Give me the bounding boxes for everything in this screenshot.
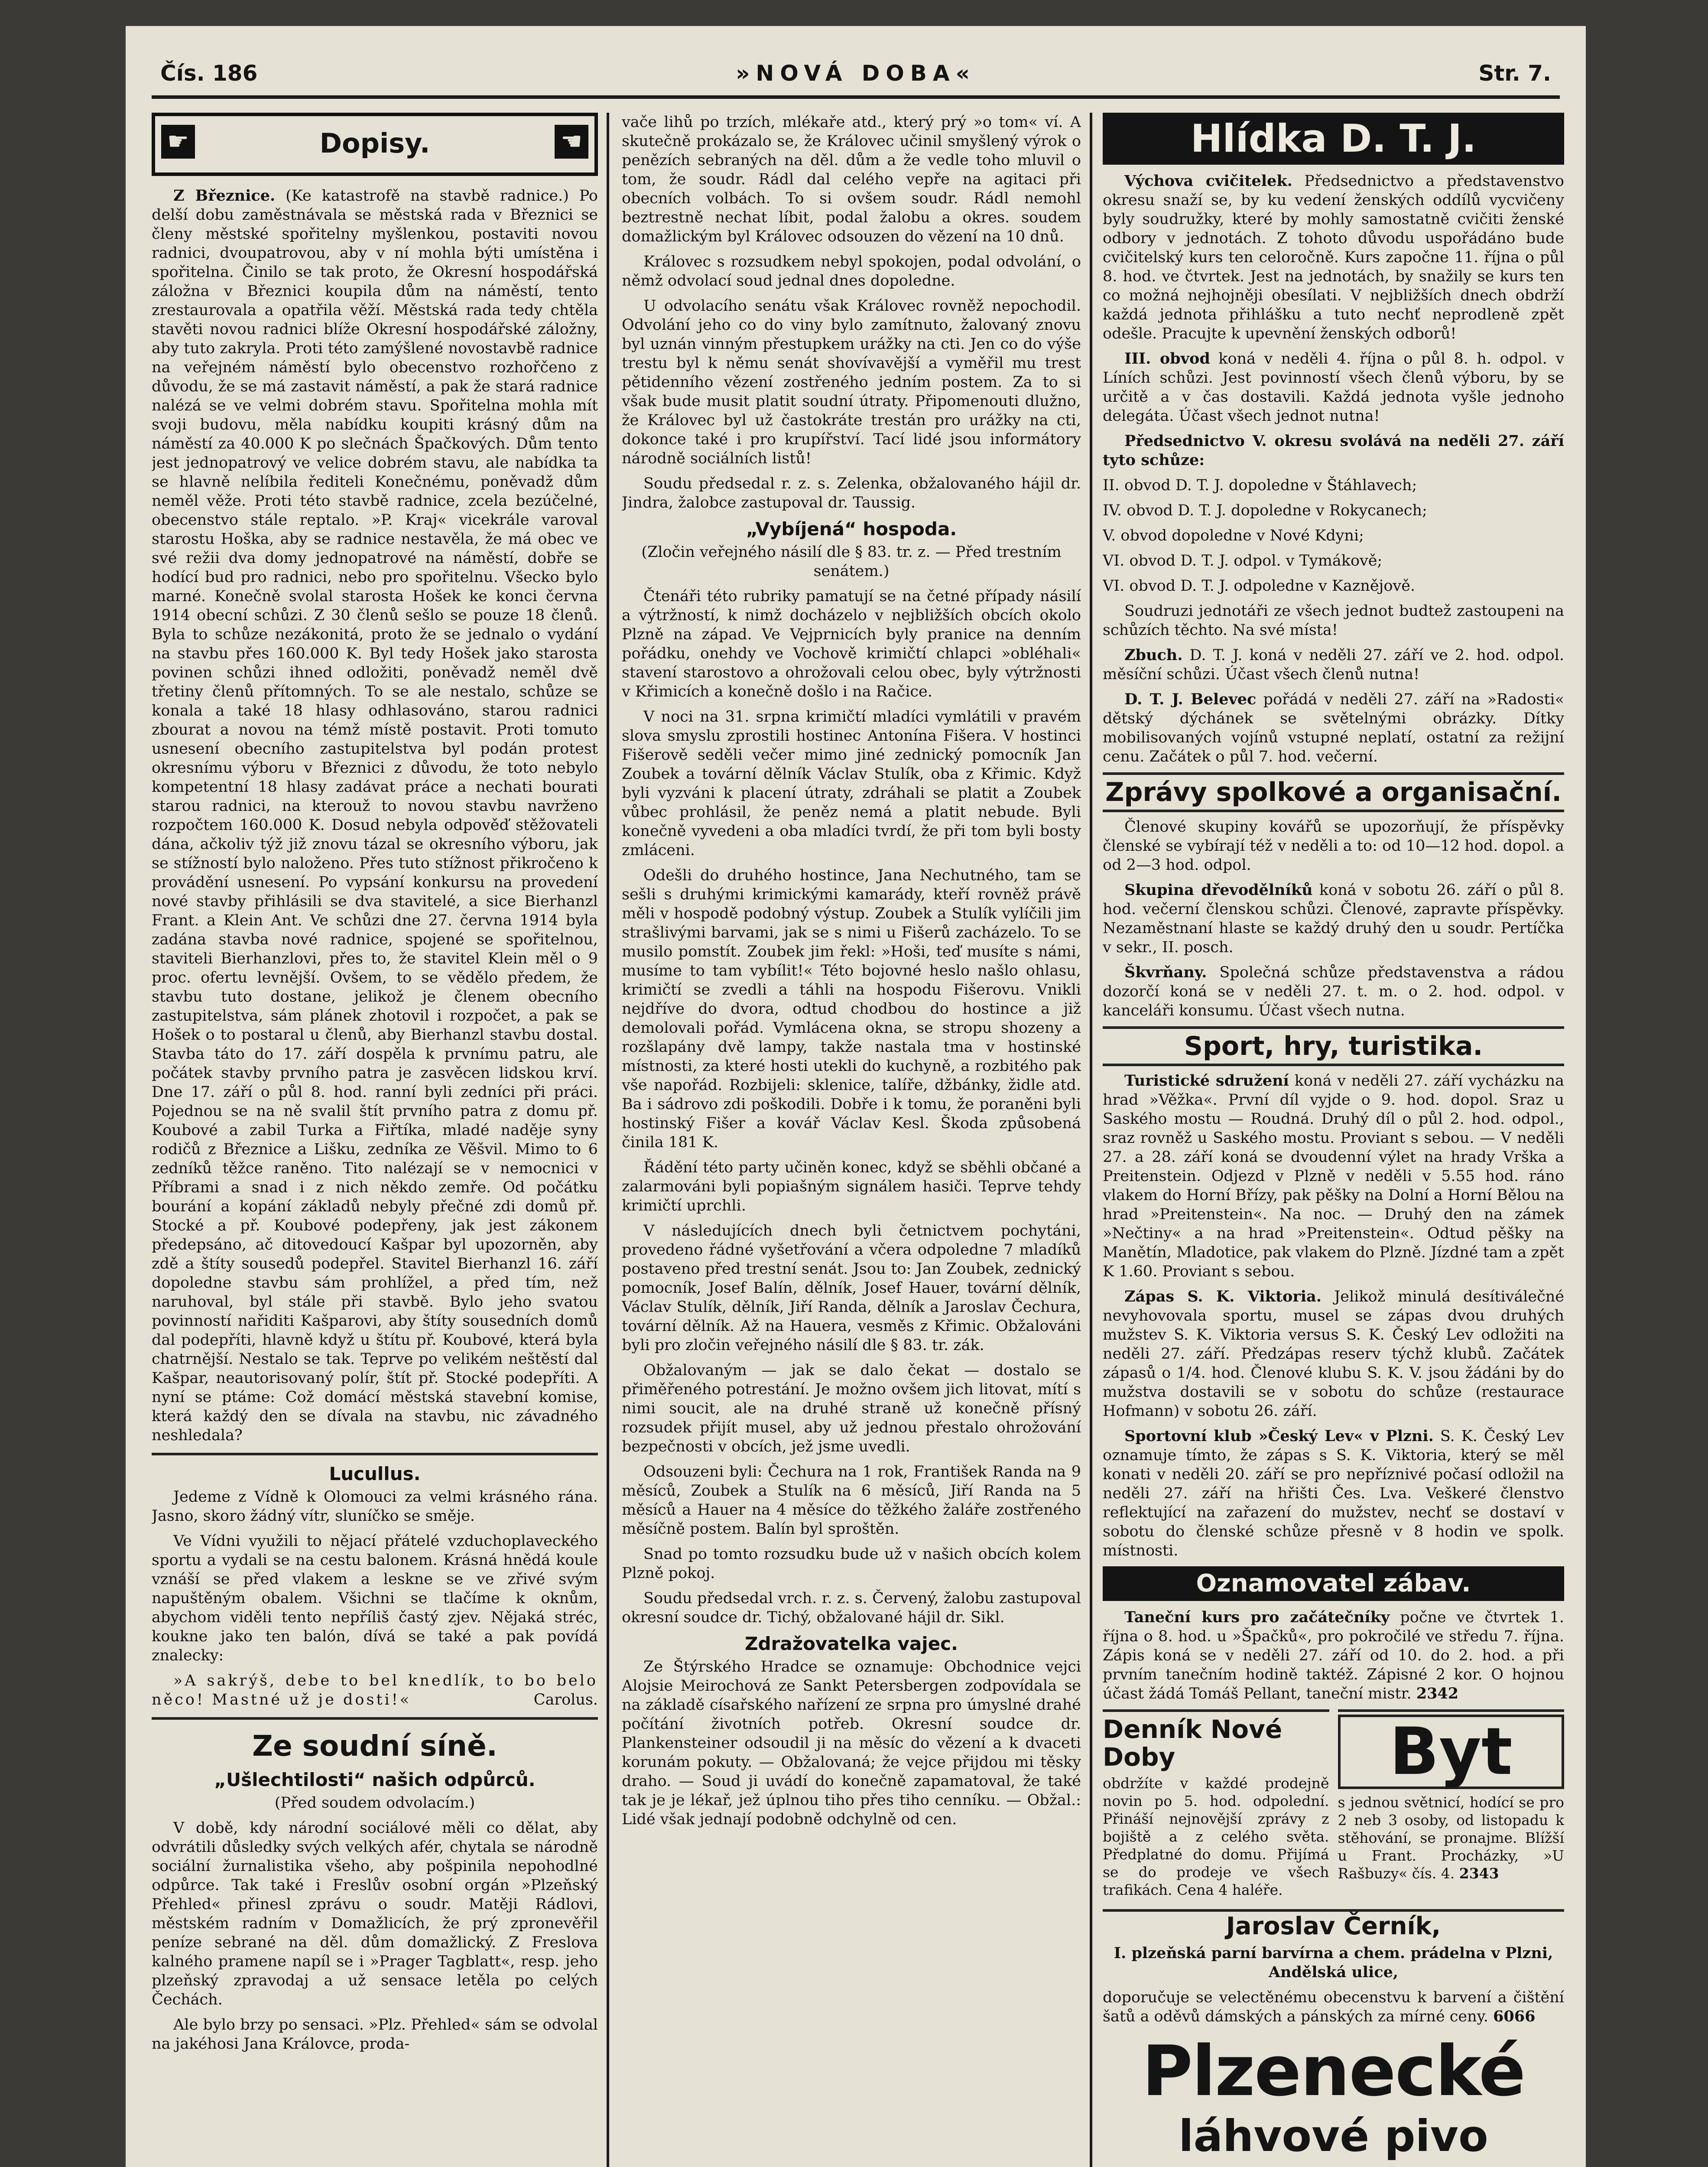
article-paragraph: »A sakrýš, debe to bel knedlík, to bo belo něco! Mastné už je dosti!« Carolus.	[152, 1672, 598, 1708]
advert-row	[1103, 1709, 1564, 1905]
article-subtitle: (Zločin veřejného násilí dle § 83. tr. z. — Před trestním senátem.)	[641, 543, 1062, 580]
article-paragraph: Obžalovaným — jak se dalo čekat — dostalo se přiměřeného potrestání. Je možno ovšem jich litovat, mítí s nimi soucit, ale na druhé straně už konečně přísný rozsudek přijít musel, aby už jednou přestalo ohrožování bezpečnosti v obcích, jež jsme uvedli.	[622, 1362, 1081, 1455]
hand-pointing-icon: ☚	[555, 125, 588, 159]
article-paragraph: Zápas S. K. Viktoria. Jelikož minulá desítiválečné nevyhovovala sportu, musel se zápas dvou druhých mužstev S. K. Viktoria versus S. K. Český Lev odložiti na neděli 27. září. Předzápas reserv týchž klubů. Začátek zápasů o 1/4. hod. Členové klubu S. K. V. jsou žádáni by do mužstva dostavili se v sobotu do schůze (restaurace Hofmann) v sobotu 26. září.	[1103, 1288, 1564, 1420]
article-paragraph: V následujících dnech byli četnictvem pochytáni, provedeno řádné vyšetřování a včera odpoledne 7 mladíků postaveno před trestní senát. Jsou to: Jan Zoubek, zednický pomocník, Josef Balín, dělník, Josef Hauer, tovární dělník, Václav Stulík, dělník, Jiří Randa, dělník a Jaroslav Čechura, tovární dělník. Až na Hauera, vesměs z Křimic. Obžalováni byli pro zločin veřejného násilí dle § 83. tr. zák.	[622, 1222, 1081, 1354]
hand-pointing-icon: ☛	[161, 125, 195, 159]
article-paragraph: Skupina dřevodělníků koná v sobotu 26. září o půl 8. hod. večerní členskou schůzi. Členové, zapravte příspěvky. Nezaměstnaní hlaste se každý druhý den u soudr. Pertíčka v sekr., II. posch.	[1103, 881, 1564, 956]
advert-title: Plzenecké	[1142, 2030, 1525, 2112]
divider	[152, 1717, 598, 1720]
advert-flat	[1338, 1709, 1565, 1905]
section-title: Zprávy spolkové a organisační.	[1103, 772, 1564, 812]
article-paragraph: Ve Vídni využili to nějací přátelé vzduchoplaveckého sportu a vydali se na cestu balonem. Krásná hnědá koule vznáší se před vlakem a leskne se ve zřivé svým napuštěným obalem. Všichni se tlačíme k oknům, abychom viděli tento nepříliš častý zjev. Nějaká stréc, koukne jako ten balón, dívá se také a pak povídá znalecky:	[152, 1533, 598, 1664]
issue-number: Čís. 186	[160, 61, 258, 86]
list-item: VI. obvod D. T. J. odpoledne v Kaznějově.	[1103, 577, 1416, 595]
list-item: II. obvod D. T. J. dopoledne v Štáhlavech;	[1103, 477, 1417, 494]
article-paragraph: Z Březnice. (Ke katastrofě na stavbě radnice.) Po delší dobu zaměstnávala se městská rada v Březnici se členy městské spořitelny myšlenkou, postaviti novou radnici, dvoupatrovou, aby v ní mohla býti umístěna i spořitelna. Činilo se tak proto, že Okresní hospodářská záložna v Březnici koupila dům na náměstí, tento zrestaurovala a opatřila věží. Městská rada tedy chtěla stavěti novou radnici blíže Okresní hospodářské záložny, aby tuto zakryla. Proti této zamýšlené novostavbě radnice na veřejném náměstí bylo obecenstvo rozhořčeno z důvodu, že se má zastavit náměstí, a pak že stará radnice nalézá se ve velmi dobrém stavu. Spořitelna mohla mít svoji budovu, měla nabídku koupiti krásný dům na náměstí za 40.000 K po slečnách Špačkových. Dům tento jest jednopatrový ve velice dobrém stavu, ale nabídka ta se hlavně nelíbila řediteli Konečnému, poněvadž dům neměl věže. Proti této stavbě radnice, zcela bezúčelné, obecenstvo stále reptalo. »P. Kraj« vicekrále varoval starostu Hoška, aby se radnice nestavěla, že má obec ve své režii dva domy jednopatrové na náměstí, dobře se hodící bud pro radnici, nebo pro spořitelnu. Všecko bylo marné. Konečně svolal starosta Hošek ke konci června 1914 obecní schůzi. Z 30 členů sešlo se pouze 18 členů. Byla to schůze nezákonitá, proto že se jednalo o vydání na stavbu přes 160.000 K. Byl tedy Hošek jako starosta povinen schůzi ihned odložiti, poněvadž neměl dvě třetiny členů přítomných. To se ale nestalo, schůze se konala a také 18 hlasy odhlasováno, starou radnici zbourat a novou na témž místě postavit. Proti tomuto usnesení obecního zastupitelstva byl podán protest okresnímu výboru v Březnici z důvodu, že toto nebylo kompetentní 18 hlasy zadávat práce a nechati bourati starou radnici, na kterouž to novou stavbu navrženo rozpočtem 160.000 K. Dosud nebyla odpověď stěžovateli dána, ačkoliv týž již znovu tázal se okresního výboru, jak se stížností bylo naloženo. Přes tuto stížnost přikročeno k provádění usnesení. Po vypsání konkursu na provedení nové stavby přihlásili se dva stavitelé, a sice Bierhanzl Frant. a Klein Ant. Ve schůzi dne 27. června 1914 byla zadána stavba nové radnice, spojené se spořitelnou, staviteli Bierhanzlovi, přes to, že stavitel Klein měl o 9 proc. ofertu levnější. Ovšem, to se vědělo předem, že stavbu tuto dostane, jelikož je členem obecního zastupitelstva, sám plánek zhotovil i rozpočet, a pak se Hošek o to postaral u členů, aby Bierhanzl stavbu dostal. Stavba táto do 17. září dospěla k prvnímu patru, ale počátek stavby prvního patra je zasvěcen lidskou krví. Dne 17. září o půl 8. hod. ranní byli zedníci při práci. Pojednou se na ně svalil štít prvního patra z domu př. Koubové a zabil Turka a Fiřtíka, mladé naděje syny rodičů z Březnice a Lišku, zedníka ze Věšvil. Mimo to 6 zedníků těžce raněno. Tito nalézají se v nemocnici v Příbrami a snad i z nich někdo zemře. Od počátku bourání a kopání základů nebyly přečné zdi domů př. Stocké a př. Koubové podepřeny, jak jest zákonem předepsáno, ač ditovedoucí Kašpar byl upozorněn, aby zdě a štíty sousedů podepřel. Stavitel Bierhanzl 16. září dopoledne stavbu sám prohlížel, a před tím, než naruhoval, byl stále při stavbě. Bylo jeho svatou povinností nařiditi Kašparovi, aby štíty sousedních domů dal podepříti, hlavně když u štítu př. Koubové, která byla chatrnější. Nestalo se tak. Teprve po velikém neštěstí dal Kašpar, neautorisovaný polír, štít př. Stocké podepříti. A nyní se ptáme: Což domácí městská stavební komise, která každý den se dívala na stavbu, nic závadného neshledala?	[152, 187, 598, 1444]
article-paragraph: U odvolacího senátu však Královec rovněž nepochodil. Odvolání jeho co do viny bylo zamítnuto, žalovaný znovu byl uznán vinným přestupkem urážky na cti. Jen co do výše trestu byl k němu senát shovívavější a vyměřil mu trest pětidenního vězení zostřeného jedním postem. Za to si však bude musit platit soudní útraty. Připomenouti dlužno, že Královec byl už častokráte trestán pro urážky na cti, dokonce také i pro krupířství. Tací lidé jsou informátory národně sociálních listů!	[622, 297, 1081, 467]
article-paragraph: Předsednictvo V. okresu svolává na neděli 27. září tyto schůze:	[1103, 432, 1564, 469]
advert-text: obdržíte v každé prodejně novin po 5. hod. odpolední. Přináší nejnovější zprávy z bojiště a z celého světa. Předplatné do domu. Přijímá se do prodeje ve všech trafikách. Cena 4 haléře.	[1103, 1775, 1329, 1898]
article-paragraph: Turistické sdružení koná v neděli 27. září vycházku na hrad »Věžka«. První díl vyjde o 9. hod. dopol. Sraz u Saského mostu — Roudná. Druhý díl o půl 2. hod. odpol., sraz rovněž u Saského mostu. Proviant s sebou. — V neděli 27. a 28. září koná se dvoudenní výlet na hrady Vrška a Preitenstein. Odjezd v Plzně v neděli v 5.55 hod. ráno vlakem do Horní Břízy, pak pěšky na Dolní a Horní Bělou na hrad »Preitenstein«. Na noc. — Druhý den na zámek »Nečtiny« a na hrad »Preitenstein«. Odtud pěšky na Manětín, Mladotice, pak vlakem do Plzně. Jízdné tam a zpět K 1.60. Proviant s sebou.	[1103, 1072, 1564, 1280]
page-number: Str. 7.	[1478, 61, 1551, 86]
article-title: Zdražovatelka vajec.	[745, 1633, 958, 1654]
page-header	[152, 48, 1560, 99]
advert-subtitle: I. plzeňská parní barvírna a chem. prádelna v Plzni, Andělská ulice,	[1114, 1944, 1553, 1981]
newspaper-page	[126, 26, 1586, 2167]
article-paragraph: Zbuch. D. T. J. koná v neděli 27. září ve 2. hod. odpol. měsíční schůzi. Účast všech členů nutna!	[1103, 646, 1564, 683]
section-title: Ze soudní síně.	[252, 1729, 497, 1763]
article-paragraph: Škvrňany. Společná schůze představenstva a rádou dozorčí koná se v neděli 27. t. m. o 2. hod. odpol. v kanceláři konsumu. Účast všech nutna.	[1103, 963, 1564, 1019]
article-paragraph: V noci na 31. srpna krimičtí mladíci vymlátili v pravém slova smyslu zprostili hostinec Antonína Fišera. V hostinci Fišerově seděli večer mimo jiné zednický pomocník Jan Zoubek a tovární dělník Václav Stulík, oba z Křimic. Když byli vyzváni k placení útraty, zdráhali se platit a Zoubek vůbec prohlásil, že peněz nemá a platit nebude. Byli konečně vyvedeni a oba mladíci tvrdí, že při tom byli bosty zmláceni.	[622, 708, 1081, 859]
advert-title: Byt	[1338, 1715, 1565, 1789]
article-paragraph: Soudu předsedal vrch. r. z. s. Červený, žalobu zastupoval okresní soudce dr. Tichý, obžalované hájil dr. Sikl.	[622, 1590, 1081, 1626]
article-paragraph: vače lihů po trzích, mlékaře atd., který prý »o tom« ví. A skutečně prokázalo se, že Královec učinil smyšlený výrok o penězích sebraných na děl. dům a že vedle toho mluvil o tom, že soudr. Rádl dal celého vepře na agitaci při obecních volbách. To si ovšem soudr. Rádl nemohl beztrestně nechat líbit, podal žalobu a okres. soudem domažlickým byl Královec odsouzen do vězení na 10 dnů.	[622, 114, 1081, 245]
article-paragraph: Ale bylo brzy po sensaci. »Plz. Přehled« sám se odvolal na jakéhosi Jana Královce, proda-	[152, 2016, 598, 2053]
advert-text: doporučuje se velectěnému obecenstvu k barvení a čištění šatů a oděvů dámských a pánských za mírné ceny. 6066	[1103, 1989, 1564, 2025]
article-paragraph: Jedeme z Vídně k Olomouci za velmi krásného rána. Jasno, skoro žádný vítr, sluníčko se směje.	[152, 1488, 598, 1525]
article-paragraph: Odešli do druhého hostince, Jana Nechutného, tam se sešli s druhými krimickými kamarády, kteří rovněž právě měli v hospodě podobný výstup. Zoubek a Stulík vylíčili jim strašlivými barvami, jak se s nimi u Fišerů zacházelo. To se musilo pomstít. Zoubek jim řekl: »Hoši, teď musíte s námi, musíme to tam vybílit!« Této bojovné heslo našlo ohlasu, krimičtí se zvedli a táhli na hospodu Fišerovu. Vnikli nejdříve do dvora, odtud chodbou do hostince a již demolovali pořád. Vymlácena okna, se stropu shozeny a rozšlapány dvě lampy, takže nastala tma v hostinské místnosti, za které hosti utekli do kuchyně, a rozbitého pak vše napořád. Rozbijeli: sklenice, talíře, džbánky, židle atd. Ba i sádrovo zdi poškodili. Dobře i k tomu, že poraněni byli hostinský Fišer a kovář Václav Kesl. Škoda způsobená činila 181 K.	[622, 867, 1081, 1151]
column-3	[1103, 113, 1564, 2167]
article-paragraph: Čtenáři této rubriky pamatují se na četné případy násilí a výtržností, k nimž docházelo v nejbližších obcích okolo Plzně na západ. Ve Vejprnicích byly pranice na denním pořádku, onehdy ve Vochově krimičtí chlapci »obléhali« stavení starostovo a ohrožovali celou obec, byly výtržnosti v Křimicích a konečně došlo i na Račice.	[622, 588, 1081, 700]
advert-subtitle: láhvové pivo	[1179, 2111, 1488, 2161]
article-paragraph: Výchova cvičitelek. Předsednictvo a představenstvo okresu snaží se, by ku vedení ženských oddílů vycvičeny byly soudružky, které by mohly samostatně cvičiti ženské odbory v jednotách. Z tohoto důvodu uspořádáno bude cvičitelský kurs ten celoročně. Kurs započne 11. října o půl 8. hod. ve čtvrtek. Jest na jednotách, by snažily se kurs ten co možná nejhojněji obesílati. V nejbližších dnech obdrží každá jednota přihlášku a tuto nechť neprodleně zpět odešle. Pracujte k upevnění ženských odborů!	[1103, 172, 1564, 342]
article-paragraph: Taneční kurs pro začátečníky počne ve čtvrtek 1. října o 8. hod. u »Špačků«, pro pokročilé ve středu 7. října. Zápis koná se v neděli 27. září od 10. do 2. hod. a při prvním tanečním hodině taktéž. Zápisné 2 kor. O hojnou účast žádá Tomáš Pellant, taneční mistr. 2342	[1103, 1608, 1564, 1702]
letters-section-header	[152, 113, 598, 176]
column-1	[152, 113, 598, 2167]
advert-title: Denník Nové Doby	[1103, 1715, 1283, 1772]
article-paragraph: Soudu předsedal r. z. s. Zelenka, obžalovaného hájil dr. Jindra, žalobce zastupoval dr. Taussig.	[622, 475, 1081, 511]
advert-title: Jaroslav Černík,	[1103, 1909, 1564, 1941]
article-paragraph: Odsouzeni byli: Čechura na 1 rok, František Randa na 9 měsíců, Zoubek a Stulík na 6 měsíců, Jiří Randa na 5 měsíců a Hauer na 4 měsíce do těžkého žaláře zostřeného měsíčně postem. Balín byl sproštěn.	[622, 1463, 1081, 1538]
list-item: V. obvod dopoledne v Nové Kdyni;	[1103, 527, 1364, 544]
masthead-title: »NOVÁ DOBA«	[736, 61, 976, 86]
article-paragraph: D. T. J. Belevec pořádá v neděli 27. září na »Radosti« dětský dýchánek se světelnými obrázky. Dítky mobilisovaných vojínů vstupné neplatí, ostatní za režijní cenu. Začátek o půl 7. hod. večerní.	[1103, 690, 1564, 765]
list-item: IV. obvod D. T. J. dopoledne v Rokycanech;	[1103, 502, 1427, 519]
column-rule	[1090, 113, 1092, 2167]
advert-newspaper	[1103, 1709, 1329, 1905]
article-title: Lucullus.	[329, 1463, 421, 1484]
article-paragraph: Snad po tomto rozsudku bude už v našich obcích kolem Plzně pokoj.	[622, 1546, 1081, 1582]
article-subtitle: (Před soudem odvolacím.)	[274, 1794, 475, 1812]
list-item: VI. obvod D. T. J. odpol. v Tymákově;	[1103, 552, 1383, 569]
section-title: Dopisy.	[319, 127, 430, 159]
article-paragraph: V době, kdy národní sociálové měli co dělat, aby odvrátili důsledky svých velkých afér, chytala se národně sociální žurnalistika všeho, aby pošpinila nepohodlné odpůrce. Tak také i Freslův osobní orgán »Plzeňský Přehled« přinesl zprávu o soudr. Matěji Rádlovi, městském radním v Domažlicích, že prý zpronevěřil peníze sebrané na děl. dům domažlický. Z Freslova kalného pramene napíl se i »Prager Tagblatt«, resp. jeho plzeňský zpravodaj a už sensace letěla po celých Čechách.	[152, 1819, 598, 2008]
divider	[152, 1453, 598, 1455]
advert-text: s jednou světnicí, hodící se pro 2 neb 3 osoby, od listopadu k stěhování, se pronajme. Blížší u Frant. Procházky, »U Rašbuzy« čís. 4. 2343	[1338, 1794, 1564, 1882]
article-paragraph: Ze Štýrského Hradce se oznamuje: Obchodnice vejci Alojsie Meirochová ze Sankt Petersbergen zodpovídala se na základě císařského nařízení ze srpna pro úmyslné drahé počítání životních potřeb. Okresní soudce dr. Plankensteiner odsoudil ji na měsíc do vězení a k dvaceti korunám pokuty. — Obžalovaná; že vejce přijdou mi těsky draho. — Soud ji uvádí do konečně zapamatoval, že také tak je je lékař, jež úplnou tiho přes tiho cenníku. — Obžal.: Lidé však jednají podobně odchylně od cen.	[622, 1658, 1081, 1828]
article-paragraph: III. obvod koná v neděli 4. října o půl 8. h. odpol. v Líních schůzi. Jest povinností všech členů výboru, by se určitě a v čas dostavili. Každá jednota vyšle jednoho delegáta. Účast všech jednot nutna!	[1103, 350, 1564, 425]
article-title: „Vybíjená“ hospoda.	[746, 518, 957, 540]
article-paragraph: Řádění této party učiněn konec, když se sběhli občané a zalarmováni byli popiašným signálem hasiči. Teprve tehdy krimičtí uprchli.	[622, 1159, 1081, 1214]
article-paragraph: Královec s rozsudkem nebyl spokojen, podal odvolání, o němž odvolací soud jednal dnes dopoledne.	[622, 253, 1081, 290]
section-title: Sport, hry, turistika.	[1103, 1026, 1564, 1066]
section-banner: Oznamovatel zábav.	[1103, 1566, 1564, 1601]
article-paragraph: Členové skupiny kovářů se upozorňují, že příspěvky členské se vybírají též v neděli a to: od 10—12 hod. dopol. a od 2—3 hod. odpol.	[1103, 818, 1564, 874]
article-paragraph: Sportovní klub »Český Lev« v Plzni. S. K. Český Lev oznamuje tímto, že zápas s S. K. Viktoria, který se měl konati v neděli 20. září se pro nepříznivé počasí odložil na neděli 27. září na hřišti Čes. Lva. Veškeré členstvo reflektující na zařazení do mužstev, nechť se dostaví v sobotu do členské schůze přesně v 8 hodin ve spolk. místnosti.	[1103, 1427, 1564, 1559]
article-title: „Ušlechtilosti“ našich odpůrců.	[214, 1769, 536, 1790]
article-paragraph: Soudruzi jednotáři ze všech jednot budtež zastoupeni na schůzích těchto. Na své místa!	[1103, 602, 1564, 639]
column-2	[622, 113, 1081, 2167]
column-rule	[607, 113, 609, 2167]
section-banner: Hlídka D. T. J.	[1103, 113, 1564, 165]
